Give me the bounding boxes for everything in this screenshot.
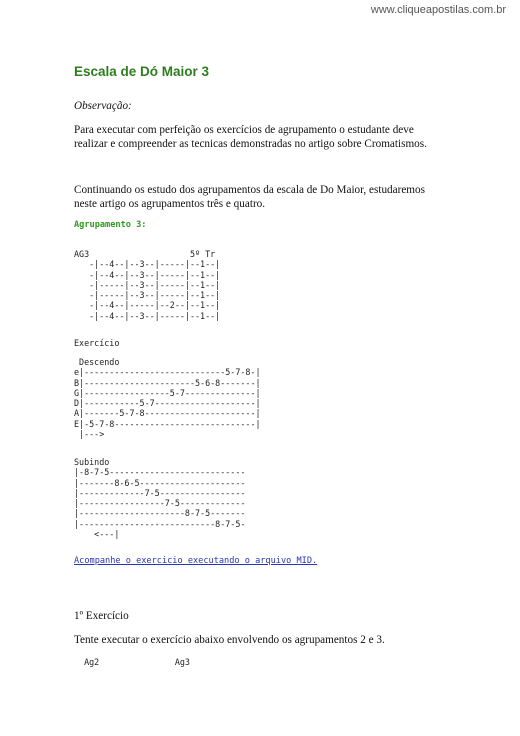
tab-subindo: Subindo |-8-7-5--------------------------- |-------8-6-5--------------------- |-------------7-5----------------- |-----------------7-5------------- |---------------------8-7-5------- |---------------------------8-7-5- <---|	[74, 457, 246, 540]
observacao-label: Observação:	[74, 100, 132, 112]
continuation-paragraph: Continuando os estudo dos agrupamentos da escala de Do Maior, estudaremos neste artigo os agrupamentos três e quatro.	[74, 184, 425, 210]
tab-descendo: Descendo e|----------------------------5-7-8-| B|----------------------5-6-8-------| G|-----------------5-7--------------| D|-----------5-7--------------------| A|-------5-7-8----------------------| E|-5-7-8----------------------------| |--->	[74, 357, 261, 440]
agrupamento-heading: Agrupamento 3:	[74, 220, 147, 230]
mid-file-link[interactable]: Acompanhe o exercicio executando o arquivo MID.	[74, 556, 318, 566]
ag-labels: Ag2 Ag3	[74, 657, 190, 667]
site-url: www.cliqueapostilas.com.br	[370, 4, 506, 16]
tab-ag3: AG3 5º Tr -|--4--|--3--|-----|--1--| -|--4--|--3--|-----|--1--| -|-----|--3--|-----|--1--| -|-----|--3--|-----|--1--| -|--4--|-----|--2--|--1--| -|--4--|--3--|-----|--1--|	[74, 249, 221, 321]
first-exercise-title: 1º Exercício	[74, 610, 129, 622]
exercicio-label: Exercício	[74, 338, 120, 348]
intro-paragraph: Para executar com perfeição os exercícios de agrupamento o estudante deve realizar e compreender as tecnicas demonstradas no artigo sobre Cromatismos.	[74, 124, 427, 150]
first-exercise-text: Tente executar o exercício abaixo envolvendo os agrupamentos 2 e 3.	[74, 634, 385, 646]
page-title: Escala de Dó Maior 3	[74, 64, 210, 79]
